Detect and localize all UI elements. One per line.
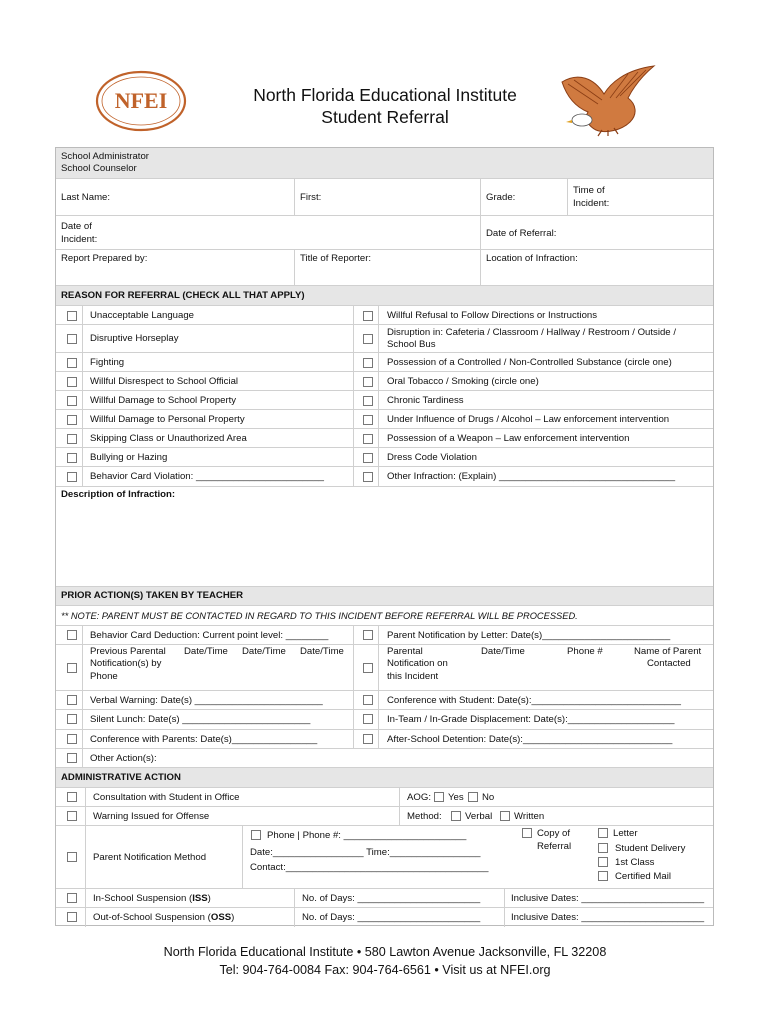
prior-action-row: [56, 690, 713, 709]
name-of-parent-col: Name of Parent: [634, 646, 702, 657]
warning-row: [56, 806, 713, 825]
form-title: [200, 84, 570, 128]
other-actions-checkbox[interactable]: [67, 753, 77, 763]
prior-action-row: [56, 709, 713, 729]
last-name-label: Last Name:: [61, 192, 111, 203]
reason-right-checkbox[interactable]: [363, 334, 373, 344]
reason-row: [56, 305, 713, 324]
parental-incident-checkbox[interactable]: [363, 663, 373, 673]
conference-student-label: Conference with Student: Date(s):____________________________: [387, 695, 681, 706]
reason-left-checkbox[interactable]: [67, 396, 77, 406]
reason-row: [56, 324, 713, 352]
phone-label: Phone | Phone #: _______________________: [267, 830, 467, 841]
reason-right-checkbox[interactable]: [363, 377, 373, 387]
after-school-detention-checkbox[interactable]: [363, 734, 373, 744]
title-of-reporter-label: Title of Reporter:: [300, 253, 372, 264]
oss-checkbox[interactable]: [67, 912, 77, 922]
aog-yes-checkbox[interactable]: [434, 792, 444, 802]
parent-contact-note: ** NOTE: PARENT MUST BE CONTACTED IN REGARD TO THIS INCIDENT BEFORE REFERRAL WILL BE PROCESSED.: [61, 611, 578, 621]
reason-right-label: Dress Code Violation: [387, 452, 477, 463]
student-delivery-checkbox[interactable]: [598, 843, 608, 853]
in-team-displacement-label: In-Team / In-Grade Displacement: Date(s):____________________: [387, 714, 675, 725]
reason-right-label: Other Infraction: (Explain) _________________________________: [387, 471, 676, 482]
aog-no-checkbox[interactable]: [468, 792, 478, 802]
reason-left-label: Behavior Card Violation: ________________________: [90, 471, 325, 482]
certified-mail-label: Certified Mail: [615, 871, 671, 882]
reason-right-checkbox[interactable]: [363, 415, 373, 425]
description-row[interactable]: [56, 486, 713, 586]
iss-days-field[interactable]: No. of Days: _______________________: [302, 893, 481, 904]
oss-dates-field[interactable]: Inclusive Dates: _______________________: [511, 912, 705, 923]
reason-right-checkbox[interactable]: [363, 311, 373, 321]
reason-left-checkbox[interactable]: [67, 415, 77, 425]
footer-address: North Florida Educational Institute • 580 Lawton Avenue Jacksonville, FL 32208: [163, 945, 607, 959]
date-of-incident-label-2: Incident:: [61, 234, 98, 245]
conference-parents-checkbox[interactable]: [67, 734, 77, 744]
behavior-card-label: Behavior Card Deduction: Current point level: ________: [90, 630, 329, 641]
consultation-row: [56, 787, 713, 806]
copy-of-referral-label-2: Referral: [537, 841, 572, 852]
parental-label: Parental: [387, 646, 423, 657]
copy-of-referral-checkbox[interactable]: [522, 828, 532, 838]
reason-left-label: Disruptive Horseplay: [90, 333, 179, 344]
aog-no-label: No: [482, 792, 495, 803]
oss-row: [56, 907, 713, 926]
reason-row: [56, 428, 713, 447]
time-of-incident-label-2: Incident:: [573, 198, 610, 209]
note-row: [56, 605, 713, 625]
date-row[interactable]: [56, 215, 713, 249]
recipients-row: [56, 148, 713, 178]
reason-right-checkbox[interactable]: [363, 396, 373, 406]
first-name-label: First:: [300, 192, 322, 203]
phone-checkbox[interactable]: [251, 830, 261, 840]
recipient-admin: School Administrator: [61, 151, 149, 162]
reason-left-checkbox[interactable]: [67, 311, 77, 321]
reason-left-label: Fighting: [90, 357, 125, 368]
warning-checkbox[interactable]: [67, 811, 77, 821]
prev-parent-checkbox[interactable]: [67, 663, 77, 673]
reason-left-label: Willful Damage to Personal Property: [90, 414, 245, 425]
other-actions-label: Other Action(s):: [90, 753, 157, 764]
reason-row: [56, 390, 713, 409]
reason-left-label: Skipping Class or Unauthorized Area: [90, 433, 247, 444]
reason-right-checkbox[interactable]: [363, 358, 373, 368]
parental-label-3: this Incident: [387, 671, 439, 682]
admin-heading-row: [56, 767, 713, 787]
reason-right-label: Under Influence of Drugs / Alcohol – Law enforcement intervention: [387, 414, 670, 425]
reason-left-checkbox[interactable]: [67, 334, 77, 344]
contact-field[interactable]: Contact:______________________________________: [250, 862, 489, 873]
reason-left-label: Unacceptable Language: [90, 310, 195, 321]
reason-row: [56, 447, 713, 466]
reason-right-checkbox[interactable]: [363, 434, 373, 444]
description-label: Description of Infraction:: [61, 489, 176, 500]
reason-row: [56, 352, 713, 371]
reason-right-checkbox[interactable]: [363, 453, 373, 463]
date-time-col-2: Date/Time: [242, 646, 286, 657]
reporter-row[interactable]: [56, 249, 713, 285]
first-class-checkbox[interactable]: [598, 857, 608, 867]
written-label: Written: [514, 811, 545, 822]
verbal-warning-checkbox[interactable]: [67, 695, 77, 705]
silent-lunch-label: Silent Lunch: Date(s) ________________________: [90, 714, 311, 725]
reason-right-label-cont: School Bus: [387, 339, 436, 350]
reason-row: [56, 409, 713, 428]
behavior-card-row: [56, 625, 713, 644]
logo-text: NFEI: [114, 88, 168, 113]
written-checkbox[interactable]: [500, 811, 510, 821]
report-prepared-by-label: Report Prepared by:: [61, 253, 148, 264]
reason-left-checkbox[interactable]: [67, 453, 77, 463]
iss-row: [56, 888, 713, 907]
certified-mail-checkbox[interactable]: [598, 871, 608, 881]
date-time-col-3: Date/Time: [300, 646, 344, 657]
prior-action-row: [56, 729, 713, 748]
form-name: Student Referral: [321, 107, 449, 127]
reason-right-checkbox[interactable]: [363, 472, 373, 482]
reason-left-label: Willful Disrespect to School Official: [90, 376, 239, 387]
in-team-displacement-checkbox[interactable]: [363, 714, 373, 724]
iss-checkbox[interactable]: [67, 893, 77, 903]
conference-parents-label: Conference with Parents: Date(s)________________: [90, 734, 318, 745]
aog-label: AOG:: [407, 792, 431, 803]
silent-lunch-checkbox[interactable]: [67, 714, 77, 724]
method-label: Method:: [407, 811, 442, 822]
other-actions-row: [56, 748, 713, 767]
reason-right-label: Disruption in: Cafeteria / Classroom / Hallway / Restroom / Outside /: [387, 327, 676, 338]
location-of-infraction-label: Location of Infraction:: [486, 253, 578, 264]
footer: [0, 943, 770, 979]
oss-label: Out-of-School Suspension (OSS): [93, 912, 235, 923]
behavior-card-checkbox[interactable]: [67, 630, 77, 640]
reason-right-label: Possession of a Weapon – Law enforcement intervention: [387, 433, 630, 444]
reason-right-label: Chronic Tardiness: [387, 395, 464, 406]
phone-number-col: Phone #: [567, 646, 603, 657]
prior-heading-row: [56, 586, 713, 605]
nfei-logo: [95, 70, 187, 132]
date-of-incident-label: Date of: [61, 221, 92, 232]
iss-dates-field[interactable]: Inclusive Dates: _______________________: [511, 893, 705, 904]
prev-parent-label-2: Notification(s) by: [90, 658, 162, 669]
prev-parent-label: Previous Parental: [90, 646, 166, 657]
oss-days-field[interactable]: No. of Days: _______________________: [302, 912, 481, 923]
date-time-field[interactable]: Date:_________________ Time:_________________: [250, 847, 481, 858]
consultation-label: Consultation with Student in Office: [93, 792, 240, 803]
reason-left-checkbox[interactable]: [67, 472, 77, 482]
conference-student-checkbox[interactable]: [363, 695, 373, 705]
verbal-warning-label: Verbal Warning: Date(s) ________________________: [90, 695, 323, 706]
reason-right-label: Oral Tobacco / Smoking (circle one): [387, 376, 539, 387]
reason-row: [56, 466, 713, 486]
reason-right-label: Willful Refusal to Follow Directions or Instructions: [387, 310, 598, 321]
eagle-mascot-icon: [558, 64, 660, 138]
letter-checkbox[interactable]: [598, 828, 608, 838]
grade-label: Grade:: [486, 192, 516, 203]
date-time-col-1: Date/Time: [184, 646, 228, 657]
reason-left-label: Bullying or Hazing: [90, 452, 168, 463]
copy-of-referral-label: Copy of: [537, 828, 571, 839]
aog-yes-label: Yes: [448, 792, 464, 803]
reason-left-checkbox[interactable]: [67, 434, 77, 444]
reason-left-checkbox[interactable]: [67, 377, 77, 387]
verbal-label: Verbal: [465, 811, 493, 822]
consultation-checkbox[interactable]: [67, 792, 77, 802]
reason-left-checkbox[interactable]: [67, 358, 77, 368]
parent-notification-row: [56, 825, 713, 888]
student-delivery-label: Student Delivery: [615, 843, 686, 854]
prev-parent-label-3: Phone: [90, 671, 118, 682]
institute-name: North Florida Educational Institute: [253, 85, 517, 105]
reason-left-label: Willful Damage to School Property: [90, 395, 237, 406]
verbal-checkbox[interactable]: [451, 811, 461, 821]
parent-notification-label: Parent Notification Method: [93, 852, 207, 863]
prior-heading: PRIOR ACTION(S) TAKEN BY TEACHER: [61, 590, 244, 601]
first-class-label: 1st Class: [615, 857, 655, 868]
reason-right-label: Possession of a Controlled / Non-Controlled Substance (circle one): [387, 357, 672, 368]
student-name-row[interactable]: [56, 178, 713, 215]
footer-contact: Tel: 904-764-0084 Fax: 904-764-6561 • Visit us at NFEI.org: [219, 963, 551, 977]
admin-heading: ADMINISTRATIVE ACTION: [61, 772, 181, 783]
parent-notification-checkbox[interactable]: [67, 852, 77, 862]
reason-heading: REASON FOR REFERRAL (CHECK ALL THAT APPLY): [61, 290, 305, 301]
parental-label-2: Notification on: [387, 658, 448, 669]
parent-letter-checkbox[interactable]: [363, 630, 373, 640]
letter-label: Letter: [613, 828, 638, 839]
after-school-detention-label: After-School Detention: Date(s):____________________________: [387, 734, 673, 745]
warning-label: Warning Issued for Offense: [93, 811, 210, 822]
date-of-referral-label: Date of Referral:: [486, 228, 557, 239]
parental-notification-row: [56, 644, 713, 690]
recipient-counselor: School Counselor: [61, 163, 137, 174]
iss-label: In-School Suspension (ISS): [93, 893, 211, 904]
parent-letter-label: Parent Notification by Letter: Date(s)________________________: [387, 630, 671, 641]
reason-heading-row: [56, 285, 713, 305]
reason-row: [56, 371, 713, 390]
time-of-incident-label: Time of: [573, 185, 605, 196]
name-of-parent-col-2: Contacted: [647, 658, 691, 669]
date-time-col-4: Date/Time: [481, 646, 525, 657]
